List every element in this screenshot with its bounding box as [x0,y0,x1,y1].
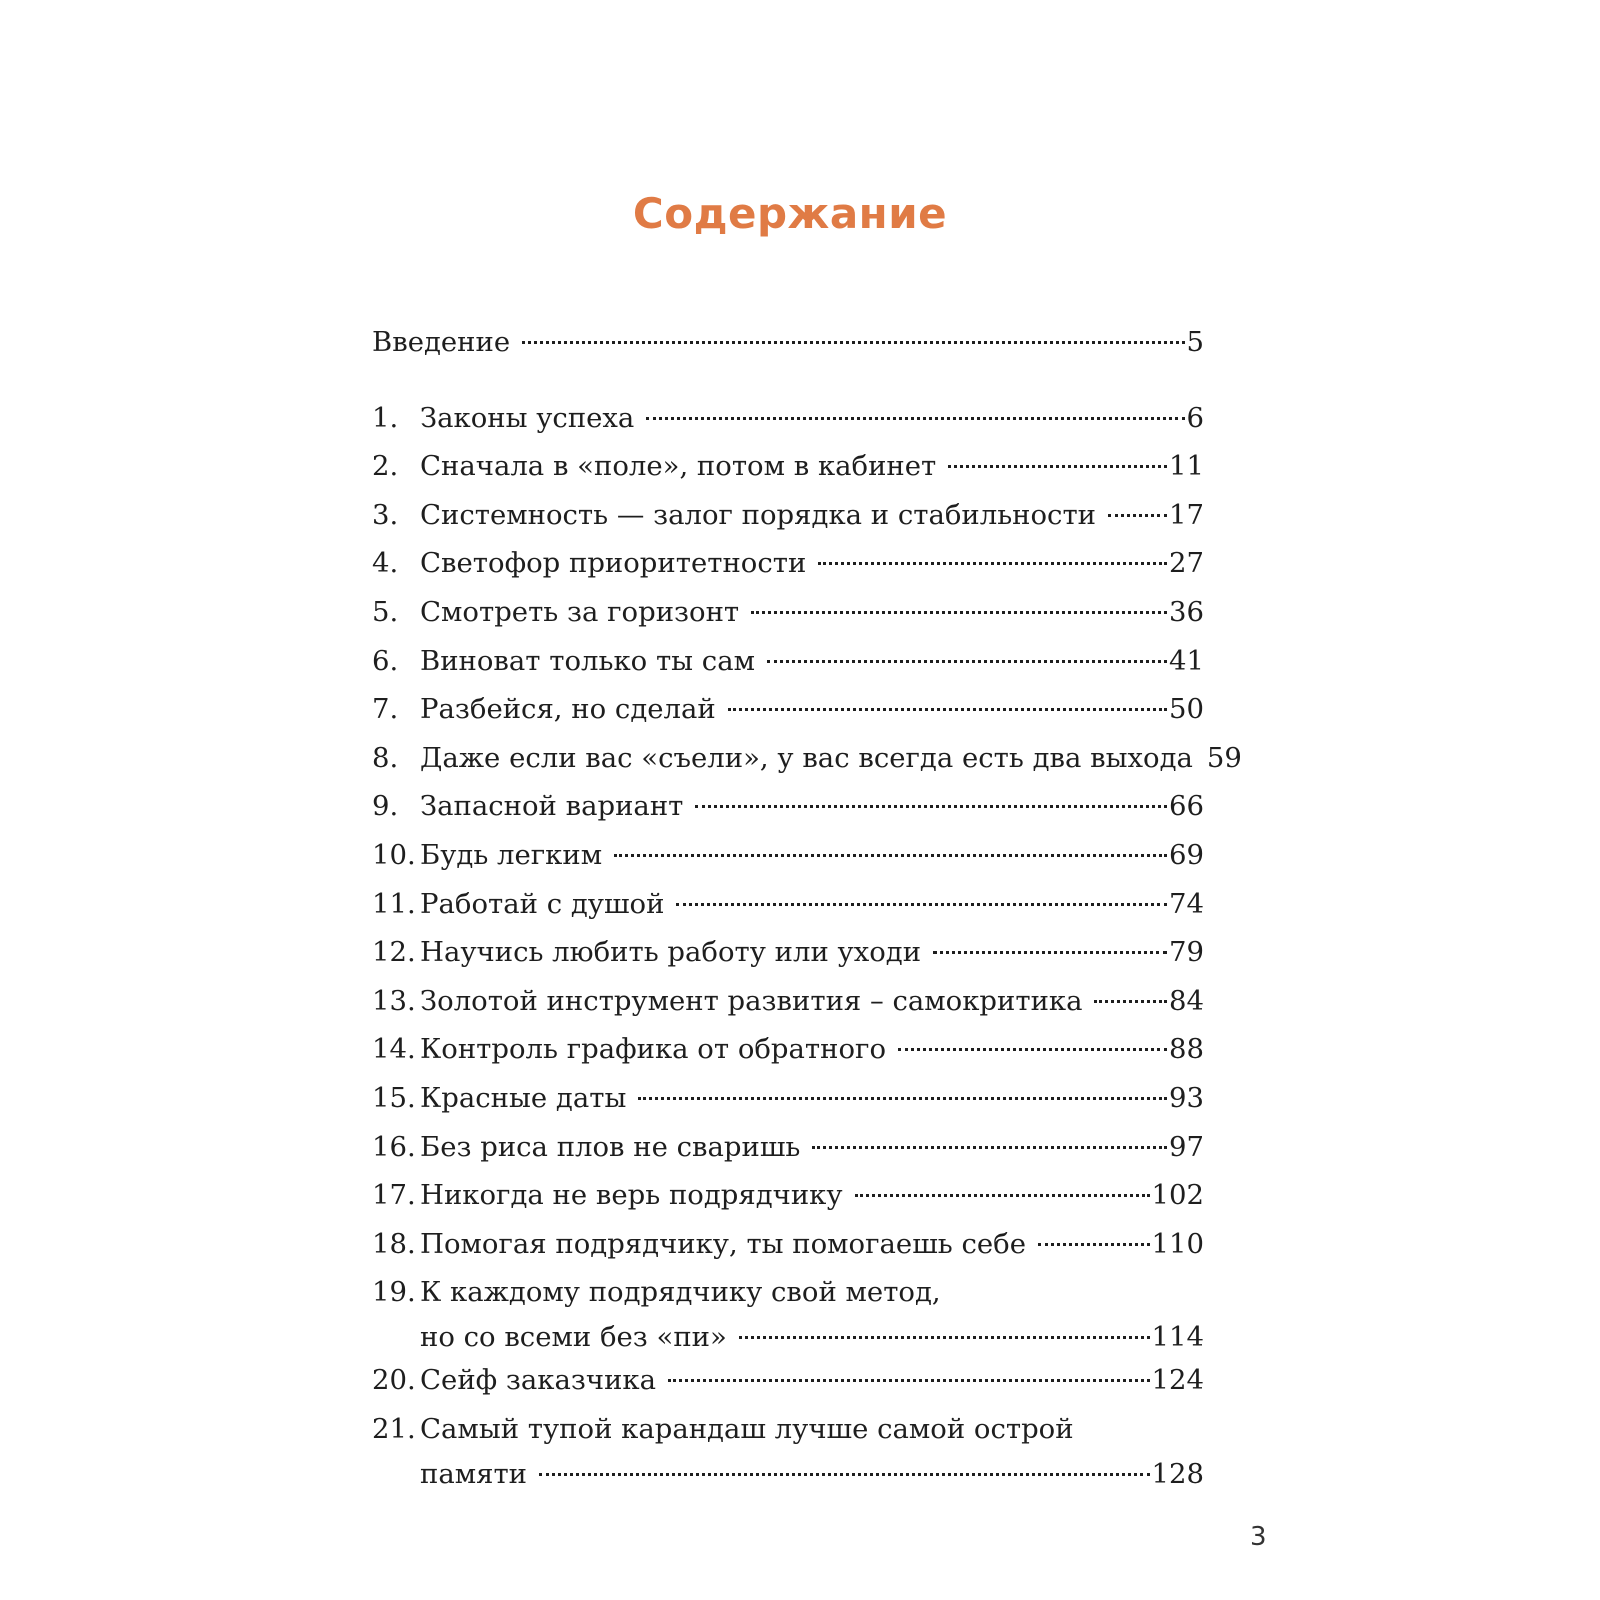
toc-entry-12[interactable] [372,928,1204,977]
toc-entry-line [420,1450,1204,1493]
toc-entry-title: Помогая подрядчику, ты помогаешь себе [420,1227,1026,1260]
toc-page-number: 6 [1186,401,1204,434]
leader-dots [668,1349,1150,1382]
toc-entry-title: Даже если вас «съели», у вас всегда есть два выхода [420,741,1193,774]
toc-entry-18[interactable] [372,1220,1204,1269]
toc-entry-title: Введение [372,326,511,358]
leader-dots [751,581,1167,614]
toc-page-number: 59 [1206,741,1242,774]
toc-page-number: 110 [1151,1227,1204,1260]
toc-page-number: 84 [1169,984,1204,1017]
toc-entry-number: 19. [372,1276,416,1309]
toc-entry-title: Никогда не верь подрядчику [420,1179,843,1212]
toc-page-number: 114 [1151,1321,1204,1354]
toc-entry-number: 12. [372,936,416,969]
leader-dots [676,873,1167,906]
toc-entry-title: Без риса плов не сваришь [420,1130,801,1163]
toc-entry-number: 11. [372,887,416,920]
leader-dots [695,775,1167,808]
leader-dots [522,311,1184,344]
leader-dots [767,630,1167,663]
toc-entry-number: 4. [372,547,399,580]
leader-dots [1094,970,1167,1003]
toc-entry-body [420,1271,1204,1356]
toc-entry-title: Сначала в «поле», потом в кабинет [420,450,937,483]
toc-entry-title: Законы успеха [420,401,635,434]
toc-entry-title: Золотой инструмент развития – самокритика [420,984,1083,1017]
leader-dots [638,1067,1167,1100]
toc-page-number: 11 [1169,450,1204,483]
table-of-contents [372,318,1242,1493]
toc-page-number: 27 [1169,547,1204,580]
toc-entry-intro[interactable] [372,318,1204,367]
leader-dots [539,1443,1149,1476]
toc-entry-title: Красные даты [420,1081,627,1114]
toc-page-number: 79 [1169,936,1204,969]
toc-entry-number: 1. [372,401,399,434]
toc-entry-number: 8. [372,741,399,774]
toc-entry-number: 20. [372,1364,416,1397]
toc-entry-title: Контроль графика от обратного [420,1033,886,1066]
leader-dots [1038,1213,1150,1246]
toc-entry-title-line1: Самый тупой карандаш лучше самой острой [420,1412,1074,1445]
toc-entry-number: 10. [372,838,416,871]
toc-entry-21[interactable] [372,1405,1204,1493]
toc-entry-number: 21. [372,1412,416,1445]
toc-page-number: 93 [1169,1081,1204,1114]
toc-entry-number: 5. [372,595,399,628]
toc-page-number: 69 [1169,838,1204,871]
page-number: 3 [1250,1522,1267,1552]
toc-entry-number: 16. [372,1130,416,1163]
leader-dots [898,1018,1167,1051]
toc-entry-title: Смотреть за горизонт [420,595,740,628]
toc-entry-title-line2: памяти [420,1457,528,1490]
toc-entry-number: 7. [372,693,399,726]
toc-entry-title: Будь легким [420,838,603,871]
toc-entry-body [420,1408,1204,1493]
toc-entry-title-line2: но со всеми без «пи» [420,1321,727,1354]
toc-entry-number: 17. [372,1179,416,1212]
toc-entry-title: Системность — залог порядка и стабильности [420,498,1097,531]
leader-dots [1108,484,1167,517]
leader-dots [948,435,1167,468]
toc-entry-number: 13. [372,984,416,1017]
leader-dots [812,1116,1167,1149]
page-title: Содержание [632,189,948,238]
toc-entry-2[interactable] [372,442,1204,491]
toc-page-number: 66 [1169,790,1204,823]
toc-page-number: 17 [1169,498,1204,531]
toc-entry-19[interactable] [372,1268,1204,1356]
toc-entry-title: Разбейся, но сделай [420,693,716,726]
leader-dots [614,824,1167,857]
toc-page-number: 50 [1169,693,1204,726]
leader-dots [855,1164,1150,1197]
toc-page-number: 5 [1186,326,1204,358]
leader-dots [728,678,1167,711]
toc-entry-title: Виноват только ты сам [420,644,755,677]
toc-page-number: 88 [1169,1033,1204,1066]
toc-entry-20[interactable] [372,1356,1204,1405]
toc-page-number: 36 [1169,595,1204,628]
leader-dots [646,387,1184,420]
toc-entry-title: Запасной вариант [420,790,684,823]
toc-entry-number: 2. [372,450,399,483]
toc-entry-number: 15. [372,1081,416,1114]
toc-entry-number: 14. [372,1033,416,1066]
toc-page-number: 102 [1151,1179,1204,1212]
toc-page-number: 97 [1169,1130,1204,1163]
toc-entry-number: 18. [372,1227,416,1260]
toc-page-number: 128 [1151,1457,1204,1490]
toc-entry-title-line1: К каждому подрядчику свой метод, [420,1276,941,1309]
toc-entry-title: Научись любить работу или уходи [420,936,922,969]
toc-page-number: 124 [1151,1364,1204,1397]
toc-entry-number: 9. [372,790,399,823]
leader-dots [739,1306,1150,1339]
leader-dots [818,532,1167,565]
leader-dots [933,921,1167,954]
toc-page-number: 41 [1169,644,1204,677]
toc-entry-7[interactable] [372,685,1204,734]
toc-entry-title: Работай с душой [420,887,665,920]
toc-page-number: 74 [1169,887,1204,920]
toc-entry-title: Сейф заказчика [420,1364,656,1397]
toc-entry-number: 6. [372,644,399,677]
toc-entry-title: Светофор приоритетности [420,547,807,580]
toc-entry-number: 3. [372,498,399,531]
